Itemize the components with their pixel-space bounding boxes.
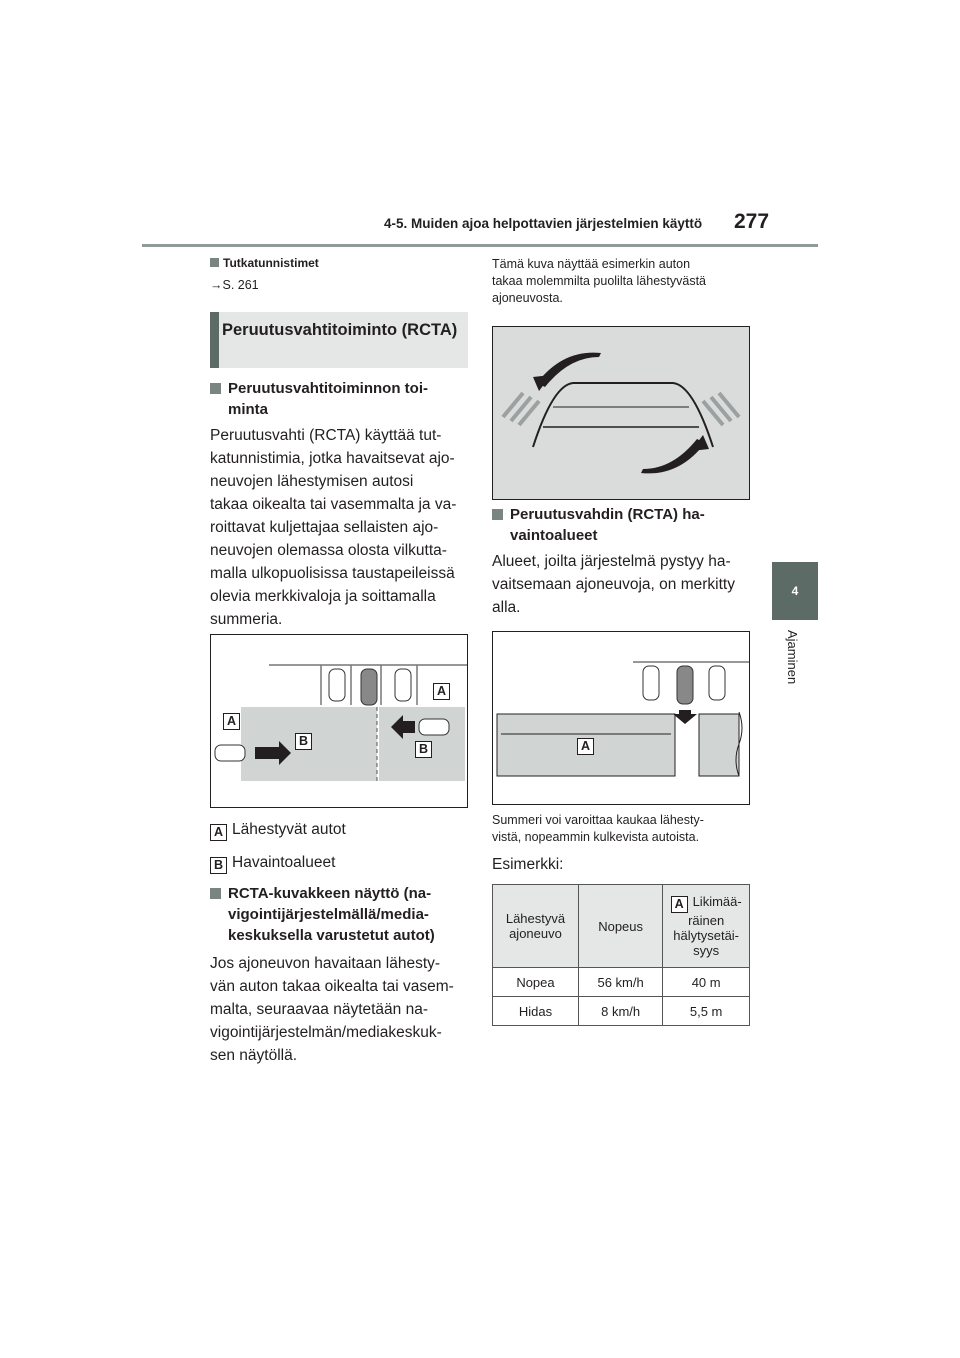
area-label-a: A [577, 738, 594, 755]
rcta-display-figure [492, 326, 750, 500]
bullet-square-icon [210, 383, 221, 394]
table-header-speed: Nopeus [578, 885, 662, 968]
figure-label-b: B [295, 733, 312, 750]
section-title-bar [210, 312, 219, 368]
bullet-square-icon [210, 888, 221, 899]
table-header-vehicle: Lähestyvä ajoneuvo [493, 885, 579, 968]
area-heading: Peruutusvahdin (RCTA) ha- vaintoalueet [492, 504, 754, 546]
chapter-label: Ajaminen [785, 630, 800, 685]
table-cell: 40 m [663, 968, 750, 997]
function-text: Peruutusvahti (RCTA) käyttää tut- katunnistimia, jotka havaitsevat ajo- neuvojen lähestymisen autosi takaa oikealta tai vasemmalta ja va- roittavat kuljettajaa sellaisten ajo- neuvojen olemassa olosta vilkutta- malla ulkopuolisissa taustapeileissä olevia merkkivaloja ja soittamalla summeria. [210, 427, 457, 628]
table-cell: 56 km/h [578, 968, 662, 997]
rear-view-display [493, 327, 749, 499]
detection-area-figure [492, 631, 750, 805]
sensor-reference[interactable]: →S. 261 [210, 278, 259, 292]
area-text: Alueet, joilta järjestelmä pystyy ha- vaitsemaan ajoneuvoja, on merkitty alla. [492, 553, 735, 616]
table-row [493, 968, 750, 997]
figure-label-a: A [223, 713, 240, 730]
sensor-heading: Tutkatunnistimet [210, 256, 319, 270]
bullet-square-icon [492, 509, 503, 520]
figure-label-a: A [433, 683, 450, 700]
legend-item-a: A Lähestyvät autot [210, 818, 346, 841]
icon-heading: RCTA-kuvakkeen näyttö (na- vigointijärjestelmällä/media- keskuksella varustetut autot) [210, 883, 472, 946]
rcta-scenario-figure [210, 634, 468, 808]
image-caption: Tämä kuva näyttää esimerkin auton takaa molemmilta puolilta lähestyvästä ajoneuvosta. [492, 257, 706, 305]
buzzer-note: Summeri voi varoittaa kaukaa lähesty- vistä, nopeammin kulkevista autoista. [492, 813, 704, 844]
figure-label-b: B [415, 741, 432, 758]
header-rule [142, 244, 818, 247]
bullet-square-icon [210, 258, 219, 267]
detection-area-diagram [493, 632, 749, 804]
page-number: 277 [734, 210, 770, 233]
example-label: Esimerkki: [492, 856, 564, 873]
example-table [492, 884, 750, 1026]
icon-text: Jos ajoneuvon havaitaan lähesty- vän auton takaa oikealta tai vasem- malta, seuraavaa näytetään na- vigointijärjestelmän/mediakeskuk- sen näytöllä. [210, 955, 454, 1064]
parking-diagram [211, 635, 467, 807]
table-header-distance: A Likimää- räinen hälytysetäi- syys [663, 885, 750, 968]
section-title: Peruutusvahtitoiminto (RCTA) [222, 321, 458, 339]
chapter-tab[interactable]: 4 [772, 562, 818, 620]
legend-item-b: B Havaintoalueet [210, 851, 335, 874]
function-heading: Peruutusvahtitoiminnon toi- minta [210, 378, 470, 420]
section-title-box [210, 312, 468, 368]
table-cell: 5,5 m [663, 997, 750, 1026]
table-cell: 8 km/h [578, 997, 662, 1026]
running-header: 4-5. Muiden ajoa helpottavien järjestelmien käyttö [384, 216, 703, 231]
table-cell: Hidas [493, 997, 579, 1026]
table-row [493, 997, 750, 1026]
table-cell: Nopea [493, 968, 579, 997]
